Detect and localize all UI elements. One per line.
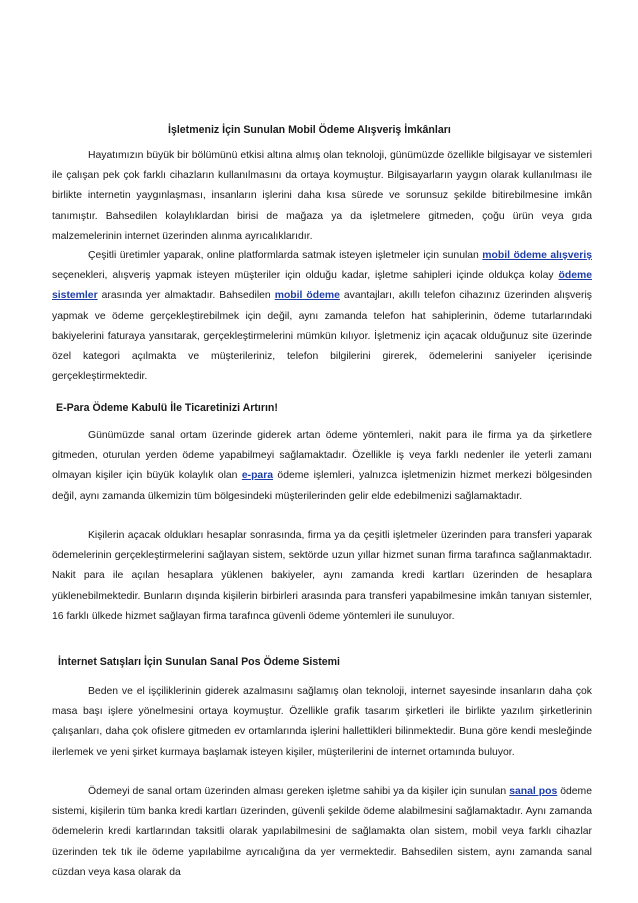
paragraph-6-text-2: ödeme sistemi, kişilerin tüm banka kredi kartları üzerinden, güvenli şekilde ödeme alabilmesini sağlamaktadır. Aynı zamanda ödemelerin kredi kartlarından taksitli olarak yapılabilmesini de sağlamakta olan sistem, mobil veya farklı cihazlar üzerinden tek tık ile ödeme yapılabilme ayrıcalığına da yer vermektedir. Bahsedilen sistem, aynı zamanda sanal cüzdan veya kasa olarak da bbox=[52, 786, 592, 878]
paragraph-2-text-2: seçenekleri, alışveriş yapmak isteyen müşteriler için olduğu kadar, işletme sahipleri içinde oldukça kolay bbox=[52, 270, 559, 282]
paragraph-6 bbox=[52, 782, 592, 883]
link-e-para[interactable]: e-para bbox=[241, 470, 274, 482]
section-heading-sanal-pos: İnternet Satışları İçin Sunulan Sanal Pos Ödeme Sistemi bbox=[58, 656, 340, 668]
paragraph-2-text-3: arasında yer almaktadır. Bahsedilen bbox=[97, 290, 275, 302]
link-odeme-sistemler[interactable]: ödeme sistemler bbox=[52, 270, 592, 302]
link-sanal-pos[interactable]: sanal pos bbox=[509, 786, 558, 797]
paragraph-3 bbox=[52, 426, 592, 507]
link-mobil-odeme[interactable]: mobil ödeme bbox=[274, 290, 340, 302]
document-title: İşletmeniz İçin Sunulan Mobil Ödeme Alışveriş İmkânları bbox=[168, 124, 451, 136]
paragraph-2-text-4: avantajları, akıllı telefon cihazınız üzerinden alışveriş yapmak ve ödeme gerçekleştirebilmek için değil, aynı zamanda telefon hat sahiplerinin, ödeme tutarlarındaki bakiyelerini faturaya yansıtarak, gerçekleştirmelerini mümkün kılıyor. İşletmeniz için açacak olduğunuz site üzerinde özel kategori açılmakta ve müşterileriniz, telefon bilgilerini girerek, ödemelerini saniyeler içerisinde gerçekleştirmektedir. bbox=[52, 290, 592, 383]
paragraph-2-text-1: Çeşitli üretimler yaparak, online platformlarda satmak isteyen işletmeler için sunulan bbox=[88, 250, 483, 261]
paragraph-4 bbox=[52, 526, 592, 627]
paragraph-3-text-1: Günümüzde sanal ortam üzerinde giderek artan ödeme yöntemleri, nakit para ile firma ya da şirketlere gitmeden, oturulan yerden ödeme yapabilmeyi sağlamaktadır. Özellikle iş veya farklı nedenler ile yeterli zamanı olmayan kişiler için büyük kolaylık olan bbox=[52, 430, 592, 482]
paragraph-4-text: Kişilerin açacak oldukları hesaplar sonrasında, firma ya da çeşitli işletmeler üzerinden para transferi yaparak ödemelerinin gerçekleştirmelerini sağlayan sistem, sektörde uzun yıllar hizmet sunan firma tarafınca sağlanmaktadır. Nakit para ile açılan hesaplara yüklenen bakiyeler, aynı zamanda kredi kartları üzerinden de hesaplara yüklenebilmektedir. Bunların dışında kişilerin birbirleri arasında para transferi yapabilmesine imkân tanıyan sistemler, 16 farklı ülkede hizmet sağlayan firma tarafınca güvenli ödeme yöntemleri ile sunuluyor. bbox=[52, 530, 592, 622]
paragraph-6-text-1: Ödemeyi de sanal ortam üzerinden alması gereken işletme sahibi ya da kişiler için sunulan bbox=[88, 786, 510, 797]
paragraph-1 bbox=[52, 146, 592, 247]
paragraph-5 bbox=[52, 682, 592, 763]
paragraph-2 bbox=[52, 246, 592, 387]
paragraph-3-text-2: ödeme işlemleri, yalnızca işletmenizin hizmet merkezi bölgesinden değil, aynı zamanda ülkemizin tüm bölgesindeki müşterilerinden gelir elde edebilmenizi sağlamaktadır. bbox=[52, 470, 593, 502]
paragraph-1-text: Hayatımızın büyük bir bölümünü etkisi altına almış olan teknoloji, günümüzde özellikle bilgisayar ve sistemleri ile çalışan pek çok farklı cihazların kullanılmasını da ortaya koymuştur. Bilgisayarların yaygın olarak kullanılması ile birlikte internetin yaygınlaşması, insanların işlerini daha kısa sürede ve sorunsuz şekilde bitirebilmesine imkân tanımıştır. Bahsedilen kolaylıklardan birisi de mağaza ya da işletmelere gitmeden, çoğu ürün veya gıda malzemelerinin internet üzerinden alınma ayrıcalıklarıdır. bbox=[52, 150, 592, 242]
link-mobil-odeme-alisveris[interactable]: mobil ödeme alışveriş bbox=[482, 250, 592, 261]
section-heading-e-para: E-Para Ödeme Kabulü İle Ticaretinizi Artırın! bbox=[56, 402, 278, 414]
paragraph-5-text: Beden ve el işçiliklerinin giderek azalmasını sağlamış olan teknoloji, internet sayesinde insanların daha çok masa başı işlere yönelmesini ortaya koymuştur. Özellikle grafik tasarım şirketleri ile birlikte yazılım şirketlerinin çalışanları, daha çok ofislere gitmeden ev ortamlarında işlerini hallettikleri bilinmektedir. Buna göre kendi mesleğinde ilerlemek ve yeni şirket kurmaya başlamak isteyen kişiler, müşterilerini de internet ortamında buluyor. bbox=[52, 686, 592, 758]
